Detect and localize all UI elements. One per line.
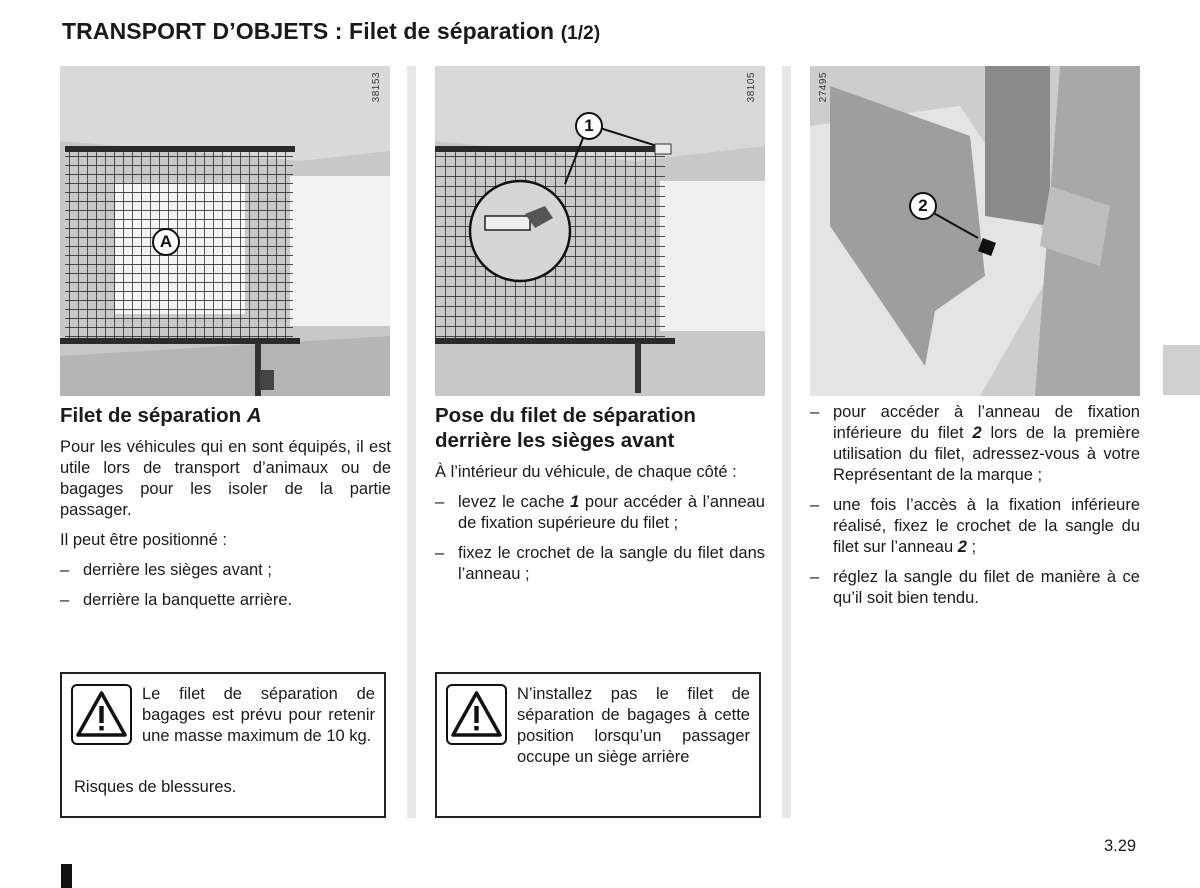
warning-triangle-icon [71,684,132,745]
list-item-text: une fois l’accès à la fixation inférieure réalisé, fixez le crochet de la sangle du filet sur l’anneau [833,496,1140,556]
list-item: – fixez le crochet de la sangle du filet dans l’anneau ; [435,543,765,585]
list-item: – derrière la banquette arrière. [60,590,391,611]
steps-list [435,492,765,585]
intro-paragraph: À l’intérieur du véhicule, de chaque côté : [435,463,737,481]
item-ref: 2 [957,538,967,556]
positions-list [60,560,391,611]
warning-box [435,672,761,818]
warning-text: N’installez pas le filet de séparation de bagages à cette position lorsqu’un passager occupe un siège arrière [517,685,750,766]
list-item-text: lors de la première utilisation du filet, adressez-vous à votre Représentant de la marque ; [833,424,1140,484]
column-2-text [435,403,765,594]
page-title [62,18,600,45]
list-item-text: ; [966,538,977,556]
page-title-text: TRANSPORT D’OBJETS : Filet de séparation [62,18,555,44]
intro-paragraph: Pour les véhicules qui en sont équipés, il est utile lors de transport d’animaux ou de bagages pour les isoler de la partie passager. [60,438,391,519]
section-heading-text: Filet de séparation [60,404,247,427]
photo-net-illustration [60,66,390,396]
section-heading-ref: A [246,404,262,427]
warning-box [60,672,386,818]
list-item-text: levez le cache [458,493,571,511]
photo-upper-anchor [435,66,765,396]
warning-triangle-icon [446,684,507,745]
page-part-indicator: (1/2) [560,23,601,44]
column-3-text [810,402,1140,618]
list-item [435,492,765,534]
section-heading: Pose du filet de séparation derrière les sièges avant [435,404,696,452]
image-reference-number: 38105 [746,72,757,103]
chapter-thumb-tab [1163,345,1200,395]
item-ref: 2 [972,424,982,442]
warning-text: Le filet de séparation de bagages est prévu pour retenir une masse maximum de 10 kg. [142,685,375,745]
photo-anchor-illustration [435,66,765,396]
photo-separation-net [60,66,390,396]
column-separator [407,66,416,818]
list-item: – derrière les sièges avant ; [60,560,391,581]
image-reference-number: 27495 [818,72,829,103]
list-item [810,402,1140,486]
page-edge-marker [61,864,72,888]
photo-lower-anchor-illustration [810,66,1140,396]
list-item [810,495,1140,558]
positions-intro: Il peut être positionné : [60,531,227,549]
warning-note: Risques de blessures. [74,778,237,796]
item-ref: 1 [570,493,580,511]
list-item: – réglez la sangle du filet de manière à ce qu’il soit bien tendu. [810,567,1140,609]
column-1-text [60,403,391,620]
list-item-text: pour accéder à l’anneau de fixation supérieure du filet ; [458,493,765,532]
image-reference-number: 38153 [371,72,382,103]
callout-label: 2 [909,192,937,220]
column-separator [782,66,791,818]
callout-label: 1 [575,112,603,140]
steps-list [810,402,1140,609]
section-heading [60,403,391,428]
callout-label: A [152,228,180,256]
list-item-text: pour accéder à l’anneau de fixation inférieure du filet [833,403,1140,442]
page-number: 3.29 [1104,837,1137,855]
photo-lower-anchor [810,66,1140,396]
